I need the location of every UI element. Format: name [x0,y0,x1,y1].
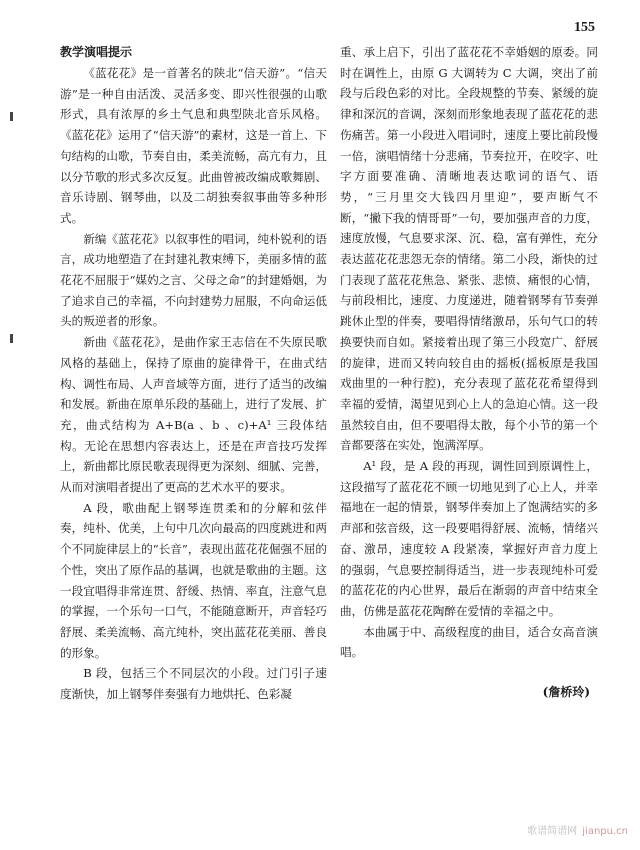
left-column [60,42,327,705]
paragraph: 新编《蓝花花》以叙事性的唱词，纯朴锐利的语言，成功地塑造了在封建礼教束缚下，美丽多情的蓝花花不屈服于“媒妁之言、父母之命”的封建婚姻，为了追求自己的幸福，不向封建势力屈服，不向命运低头的叛逆者的形象。 [60,231,327,329]
section-title: 教学演唱提示 [60,45,133,59]
watermark-site-name: 歌谱简谱网 [527,826,578,837]
paragraph: 《蓝花花》是一首著名的陕北“信天游”。“信天游”是一种自由活泼、灵活多变、即兴性很强的山歌形式，具有浓厚的乡土气息和典型陕北音乐风格。《蓝花花》运用了“信天游”的素材，这是一首上、下句结构的山歌，节奏自由，柔美流畅，高亢有力，且以分节歌的形式多次反复。此曲曾被改编成歌舞剧、音乐诗剧、钢琴曲，以及二胡独奏叙事曲等多种形式。 [60,66,327,225]
watermark-url: jianpu.cn [582,826,628,837]
margin-mark [10,334,13,343]
margin-mark [10,112,13,121]
paragraph: B 段，包括三个不同层次的小段。过门引子速度渐快，加上钢琴伴奏强有力地烘托、色彩凝 [60,666,327,702]
paragraph: 新曲《蓝花花》，是曲作家王志信在不失原民歌风格的基础上，保持了原曲的旋律骨干，在曲式结构、调性布局、人声音域等方面，进行了适当的改编和发展。新曲在原单乐段的基础上，进行了发展、扩充，曲式结构为 A+B(a 、b 、c)+A¹ 三段体结构。无论在思想内容表达上，还是在声音技巧发挥上，新曲都比原民歌表现得更为深刻、细腻、完善，从而对演唱者提出了更高的艺术水平的要求。 [60,335,327,495]
paragraph: A¹ 段，是 A 段的再现，调性回到原调性上，这段描写了蓝花花不顾一切地见到了心上人，并幸福地在一起的情景，钢琴伴奏加上了饱满结实的多声部和弦音级，这一段要唱得舒展、流畅，情绪兴奋、激昂，速度较 A 段紧凑，掌握好声音力度上的强弱，气息要控制得适当，进一步表现纯朴可爱的蓝花花的内心世界，最后在渐弱的声音中结束全曲，仿佛是蓝花花陶醉在爱情的幸福之中。 [340,459,598,618]
right-column [340,42,598,663]
author-credit: (詹桥玲) [542,685,590,699]
paragraph: 本曲属于中、高级程度的曲目，适合女高音演唱。 [340,624,598,660]
page-number: 155 [574,20,595,35]
paragraph: 重、承上启下，引出了蓝花花不幸婚姻的原委。同时在调性上，由原 G 大调转为 C 大调，突出了前段与后段色彩的对比。全段规整的节奏、紧缓的旋律和深沉的音调，深刻而形象地表现了蓝花花的悲伤痛苦。第一小段进入唱词时，速度上要比前段慢一倍，演唱情绪十分悲痛，节奏拉开，在咬字、吐字方面要准确、清晰地表达歌词的语气、语势，“三月里交大钱四月里迎”，要声断气不断，“撇下我的情哥哥”一句，要加强声音的力度，速度放慢，气息要求深、沉、稳，富有弹性，充分表达蓝花花悲怨无奈的情绪。第二小段，渐快的过门表现了蓝花花焦急、紧张、悲愤、痛恨的心情，与前段相比，速度、力度递进，随着钢琴有节奏弹跳休止型的伴奏，要唱得情绪激昂，乐句气口的转换要快而自如。紧接着出现了第三小段宽广、舒展的旋律，进而又转向较自由的摇板(摇板原是我国戏曲里的一种行腔)，充分表现了蓝花花希望得到幸福的爱情，渴望见到心上人的急迫心情。这一段虽然较自由，但不要唱得太散，每个小节的第一个音都要落在实处，饱满浑厚。 [340,45,598,453]
paragraph: A 段，歌曲配上钢琴连贯柔和的分解和弦伴奏，纯朴、优美，上句中几次向最高的四度跳进和两个不同旋律层上的“长音”，表现出蓝花花倔强不屈的个性，突出了原作品的基调，也就是歌曲的主题。这一段宜唱得非常连贯、舒缓、热情、率直，注意气息的掌握，一个乐句一口气，不能随意断开，声音轻巧舒展、柔美流畅、高亢纯朴，突出蓝花花美丽、善良的形象。 [60,500,327,660]
watermark [527,822,628,837]
